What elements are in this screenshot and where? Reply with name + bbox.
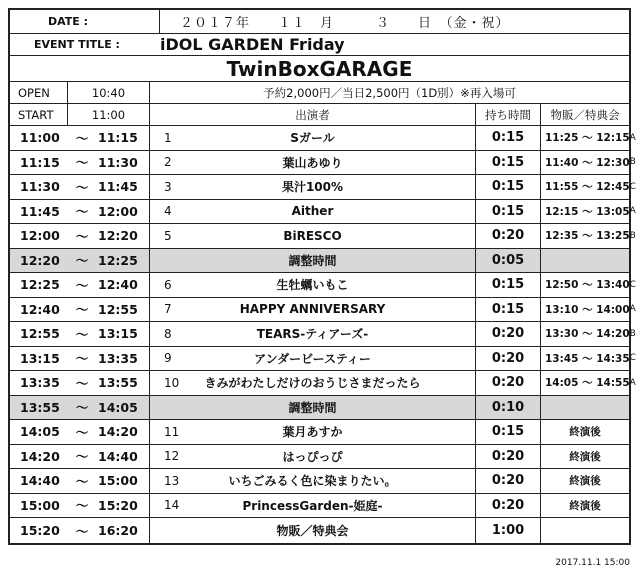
merch-time: 13:30 〜 14:20: [545, 328, 630, 341]
slot-end-time: 13:55: [96, 371, 150, 395]
slot-end-time: 12:20: [96, 224, 150, 248]
performer-name: 調整時間: [180, 249, 476, 273]
slot-number: 9: [164, 351, 172, 366]
slot-duration: 0:20: [476, 494, 541, 518]
performer-header: 出演者: [150, 104, 476, 125]
timetable: [8, 8, 636, 545]
slot-duration: 0:15: [476, 151, 541, 175]
slot-tilde: 〜: [75, 351, 89, 367]
slot-end-time: 16:20: [96, 518, 150, 543]
slot-duration: 0:20: [476, 445, 541, 469]
slot-end-time: 14:05: [96, 396, 150, 420]
slot-end-time: 13:35: [96, 347, 150, 371]
slot-duration: 0:05: [476, 249, 541, 273]
start-row: [10, 104, 629, 126]
slot-number: 8: [164, 326, 172, 341]
slot-duration: 0:15: [476, 200, 541, 224]
merch-time: 終演後: [569, 499, 601, 512]
table-row: [10, 396, 629, 421]
slot-end-time: 12:00: [96, 200, 150, 224]
table-row: [10, 347, 636, 372]
slot-end-time: 13:15: [96, 322, 150, 346]
performer-name: Aither: [180, 200, 476, 224]
start-time: 11:00: [68, 104, 150, 125]
event-title: iDOL GARDEN Friday: [160, 35, 345, 54]
slot-start-time: 11:30: [20, 179, 60, 195]
slot-duration: 0:15: [476, 126, 541, 150]
table-row: [10, 126, 636, 151]
merch-group: B: [629, 157, 636, 168]
merch-slot: [541, 151, 636, 175]
slot-end-time: 14:20: [96, 420, 150, 444]
performer-name: HAPPY ANNIVERSARY: [180, 298, 476, 322]
merch-time: 終演後: [569, 450, 601, 463]
merch-time: 12:35 〜 13:25: [545, 230, 630, 243]
merch-slot: [541, 298, 636, 322]
table-row: [10, 420, 629, 445]
slot-number: 2: [164, 155, 172, 170]
slot-start-time: 13:55: [20, 399, 60, 415]
merch-time: 11:40 〜 12:30: [545, 156, 630, 169]
performer-name: 物販／特典会: [180, 518, 476, 543]
slot-number: 1: [164, 130, 172, 145]
merch-time: 12:50 〜 13:40: [545, 279, 630, 292]
slot-end-time: 11:45: [96, 175, 150, 199]
slot-tilde: 〜: [75, 228, 89, 244]
footer-timestamp: 2017.11.1 15:00: [555, 558, 630, 568]
slot-duration: 0:15: [476, 175, 541, 199]
slot-start-time: 12:55: [20, 326, 60, 342]
slot-duration: 0:20: [476, 224, 541, 248]
table-row: [10, 469, 629, 494]
event-row: [10, 34, 629, 56]
merch-slot: [541, 126, 636, 150]
slot-start-time: 12:00: [20, 228, 60, 244]
event-title-label: EVENT TITLE :: [34, 38, 120, 51]
merch-time: 14:05 〜 14:55: [545, 377, 630, 390]
slot-start-time: 14:05: [20, 424, 60, 440]
merch-time: 13:45 〜 14:35: [545, 352, 630, 365]
merch-slot: [541, 175, 636, 199]
slot-start-time: 14:40: [20, 473, 60, 489]
performer-name: 調整時間: [180, 396, 476, 420]
performer-name: PrincessGarden-姫庭-: [180, 494, 476, 518]
slot-duration: 0:20: [476, 469, 541, 493]
slot-tilde: 〜: [75, 277, 89, 293]
date-value: ２０１７年 １１ 月 ３ 日 （金・祝）: [180, 16, 510, 31]
table-row: [10, 224, 636, 249]
slot-end-time: 12:55: [96, 298, 150, 322]
open-label: OPEN: [10, 82, 68, 103]
merch-group: C: [629, 353, 636, 364]
slot-end-time: 14:40: [96, 445, 150, 469]
merch-slot: [541, 396, 629, 420]
slot-tilde: 〜: [75, 400, 89, 416]
duration-header: 持ち時間: [476, 104, 541, 125]
slot-end-time: 12:25: [96, 249, 150, 273]
merch-group: A: [629, 304, 636, 315]
performer-name: 果汁100%: [180, 175, 476, 199]
table-row: [10, 249, 629, 274]
slot-tilde: 〜: [75, 130, 89, 146]
slot-start-time: 11:15: [20, 154, 60, 170]
slot-number: 3: [164, 179, 172, 194]
performer-name: 葉月あすか: [180, 420, 476, 444]
slot-duration: 0:10: [476, 396, 541, 420]
merch-time: 終演後: [569, 475, 601, 488]
slot-number: 13: [164, 473, 180, 488]
table-row: [10, 445, 629, 470]
slot-duration: 0:15: [476, 298, 541, 322]
ticket-price: 予約2,000円／当日2,500円（1D別）※再入場可: [263, 85, 516, 100]
slot-number: 14: [164, 498, 180, 513]
slot-start-time: 12:20: [20, 252, 60, 268]
merch-time: 終演後: [569, 426, 601, 439]
merch-time: 12:15 〜 13:05: [545, 205, 630, 218]
table-row: [10, 322, 636, 347]
open-time: 10:40: [68, 82, 150, 103]
slot-tilde: 〜: [75, 375, 89, 391]
table-row: [10, 151, 636, 176]
table-row: [10, 494, 629, 519]
slot-duration: 0:20: [476, 347, 541, 371]
slot-number: [150, 249, 180, 273]
performer-name: はっぴっぴ: [180, 445, 476, 469]
slot-tilde: 〜: [75, 326, 89, 342]
performer-name: 生牡蠣いもこ: [180, 273, 476, 297]
open-row: [10, 82, 629, 104]
merch-slot: [541, 518, 629, 543]
slot-start-time: 15:00: [20, 497, 60, 513]
merch-time: 11:25 〜 12:15: [545, 132, 630, 145]
merch-slot: [541, 224, 636, 248]
table-row: [10, 371, 636, 396]
performer-name: BiRESCO: [180, 224, 476, 248]
merch-group: B: [629, 230, 636, 241]
performer-name: Sガール: [180, 126, 476, 150]
slot-tilde: 〜: [75, 204, 89, 220]
slot-end-time: 15:20: [96, 494, 150, 518]
merch-slot: [541, 347, 636, 371]
slot-duration: 0:20: [476, 322, 541, 346]
slot-number: 6: [164, 277, 172, 292]
date-row: [10, 10, 629, 34]
performer-name: TEARS-ティアーズ-: [180, 322, 476, 346]
slot-end-time: 12:40: [96, 273, 150, 297]
table-row: [10, 298, 636, 323]
performer-name: アンダービースティー: [180, 347, 476, 371]
start-label: START: [10, 104, 68, 125]
venue-name: TwinBoxGARAGE: [226, 56, 413, 81]
slot-number: [150, 396, 180, 420]
slot-end-time: 15:00: [96, 469, 150, 493]
slot-duration: 1:00: [476, 518, 541, 543]
merch-group: A: [629, 206, 636, 217]
slot-end-time: 11:15: [96, 126, 150, 150]
performer-name: いちごみるく色に染まりたい。: [180, 469, 476, 493]
slot-start-time: 14:20: [20, 448, 60, 464]
slot-duration: 0:15: [476, 273, 541, 297]
table-row: [10, 200, 636, 225]
slot-start-time: 11:45: [20, 203, 60, 219]
slot-start-time: 12:40: [20, 301, 60, 317]
merch-group: C: [629, 279, 636, 290]
merch-time: 11:55 〜 12:45: [545, 181, 630, 194]
slot-number: [150, 518, 180, 543]
slot-tilde: 〜: [75, 302, 89, 318]
slot-number: 5: [164, 228, 172, 243]
slot-tilde: 〜: [75, 449, 89, 465]
slot-tilde: 〜: [75, 523, 89, 539]
slot-start-time: 12:25: [20, 277, 60, 293]
merch-group: B: [629, 328, 636, 339]
slot-tilde: 〜: [75, 253, 89, 269]
slot-tilde: 〜: [75, 498, 89, 514]
merch-slot: [541, 273, 636, 297]
slot-start-time: 15:20: [20, 523, 60, 538]
slot-start-time: 13:35: [20, 375, 60, 391]
slot-number: 7: [164, 302, 172, 317]
merch-slot: [541, 322, 636, 346]
merch-header: 物販／特典会: [550, 107, 620, 122]
date-label: DATE :: [10, 10, 160, 33]
slot-tilde: 〜: [75, 424, 89, 440]
merch-slot: [541, 469, 629, 493]
merch-slot: [541, 445, 629, 469]
merch-slot: [541, 249, 629, 273]
table-row: [10, 273, 636, 298]
slot-duration: 0:20: [476, 371, 541, 395]
merch-group: C: [629, 181, 636, 192]
performer-name: きみがわたしだけのおうじさまだったら: [180, 371, 476, 395]
slot-number: 4: [164, 204, 172, 219]
slot-list: [10, 126, 636, 543]
merch-time: 13:10 〜 14:00: [545, 303, 630, 316]
performer-name: 葉山あゆり: [180, 151, 476, 175]
table-row: [10, 518, 629, 543]
slot-number: 10: [164, 375, 180, 390]
venue-row: [10, 56, 629, 82]
slot-end-time: 11:30: [96, 151, 150, 175]
slot-start-time: 13:15: [20, 350, 60, 366]
slot-number: 11: [164, 424, 180, 439]
slot-tilde: 〜: [75, 473, 89, 489]
merch-slot: [541, 200, 636, 224]
merch-slot: [541, 371, 636, 395]
slot-tilde: 〜: [75, 155, 89, 171]
slot-tilde: 〜: [75, 179, 89, 195]
slot-start-time: 11:00: [20, 130, 60, 146]
slot-duration: 0:15: [476, 420, 541, 444]
merch-group: A: [629, 377, 636, 388]
merch-group: A: [629, 132, 636, 143]
merch-slot: [541, 420, 629, 444]
merch-slot: [541, 494, 629, 518]
slot-number: 12: [164, 449, 180, 464]
table-row: [10, 175, 636, 200]
